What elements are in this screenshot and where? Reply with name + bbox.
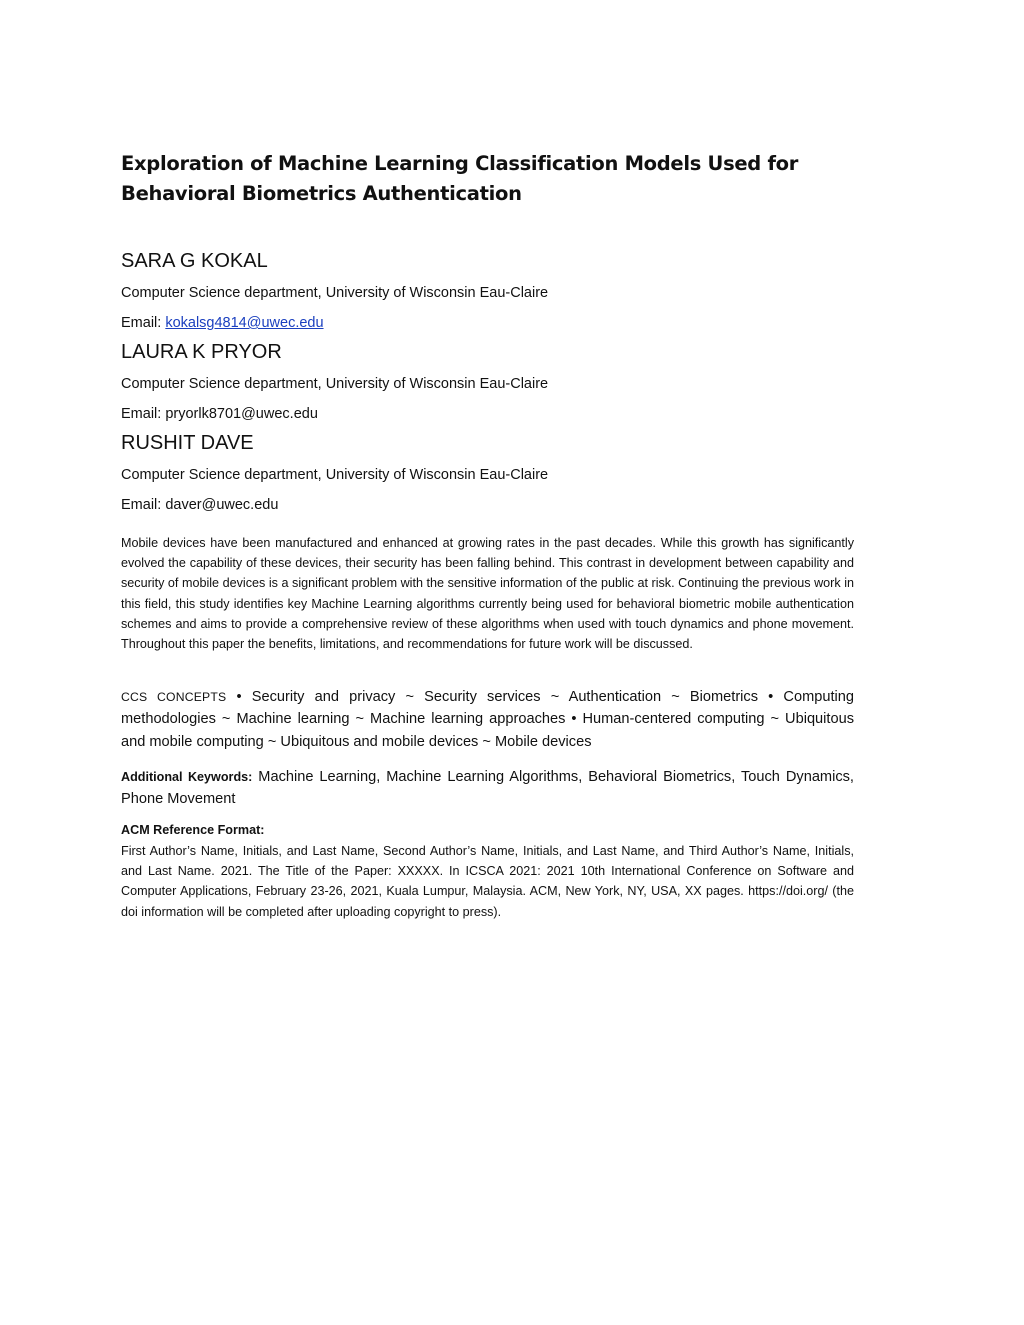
abstract: Mobile devices have been manufactured and enhanced at growing rates in the past decades. While this growth has significantly evolved the capability of these devices, their security has been falling behind. This contrast in development between capability and security of mobile devices is a significant problem with the sensitive information of the public at risk. Continuing the previous work in this field, this study identifies key Machine Learning algorithms currently being used for behavioral biometric mobile authentication schemes and aims to provide a comprehensive review of these algorithms when used with touch dynamics and phone movement. Throughout this paper the benefits, limitations, and recommendations for future work will be discussed.: [121, 536, 854, 652]
author-email-link[interactable]: kokalsg4814@uwec.edu: [165, 315, 324, 331]
author-email-line: [121, 405, 318, 423]
author-name: LAURA K PRYOR: [121, 341, 282, 363]
paper-title: Exploration of Machine Learning Classification Models Used for Behavioral Biometrics Authentication: [121, 152, 799, 205]
ccs-concepts: [121, 686, 854, 753]
email-label: Email:: [121, 497, 166, 513]
keywords-label: Additional Keywords:: [121, 770, 253, 784]
author-name: RUSHIT DAVE: [121, 432, 254, 454]
keywords-text: Machine Learning, Machine Learning Algorithms, Behavioral Biometrics, Touch Dynamics, Phone Movement: [121, 769, 854, 808]
additional-keywords: [121, 766, 854, 811]
email-label: Email:: [121, 406, 166, 422]
author-affiliation: Computer Science department, University of Wisconsin Eau-Claire: [121, 467, 549, 483]
author-affiliation: Computer Science department, University of Wisconsin Eau-Claire: [121, 285, 549, 301]
email-label: Email:: [121, 315, 166, 331]
author-email-line: [121, 496, 278, 514]
acm-reference-text: First Author’s Name, Initials, and Last Name, Second Author’s Name, Initials, and Last Name, and Third Author’s Name, Initials, and Last Name. 2021. The Title of the Paper: XXXXX. In ICSCA 2021: 2021 10th International Conference on Software and Computer Applications, February 23-26, 2021, Kuala Lumpur, Malaysia. ACM, New York, NY, USA, XX pages. https://doi.org/ (the doi information will be completed after uploading copyright to press).: [121, 844, 854, 919]
ccs-text: • Security and privacy ~ Security services ~ Authentication ~ Biometrics • Computing methodologies ~ Machine learning ~ Machine learning approaches • Human-centered computing ~ Ubiquitous and mobile computing ~ Ubiquitous and mobile devices ~ Mobile devices: [121, 689, 855, 750]
author-email: pryorlk8701@uwec.edu: [165, 406, 318, 422]
ccs-label: CCS CONCEPTS: [121, 690, 227, 704]
author-affiliation: Computer Science department, University of Wisconsin Eau-Claire: [121, 376, 549, 392]
acm-reference-label: ACM Reference Format:: [121, 823, 265, 837]
author-name: SARA G KOKAL: [121, 250, 268, 272]
author-email: daver@uwec.edu: [165, 497, 279, 513]
author-email-line: [121, 314, 324, 332]
